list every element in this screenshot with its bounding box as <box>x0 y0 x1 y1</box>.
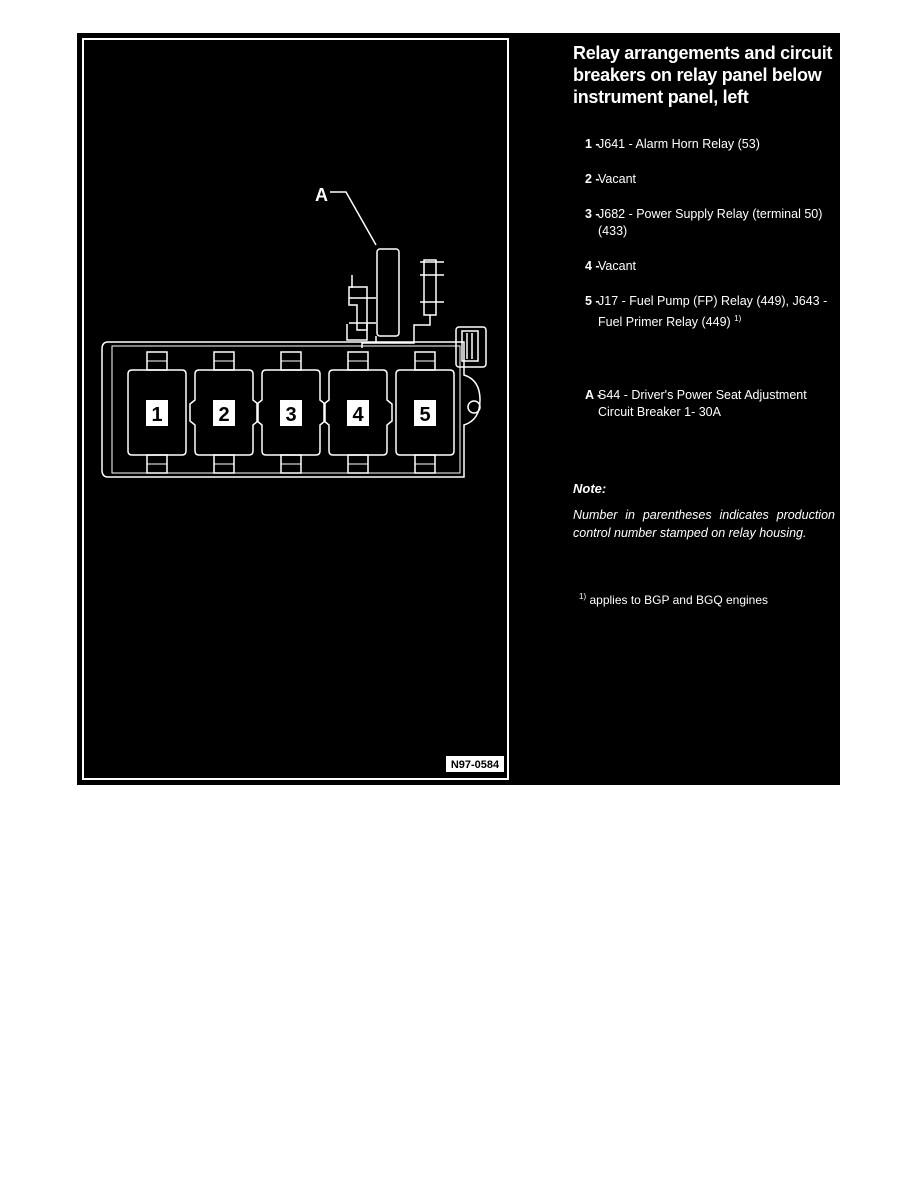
circuit-breaker-a <box>377 249 399 336</box>
figure-code: N97-0584 <box>445 755 505 773</box>
relay-panel-drawing <box>82 38 509 780</box>
legend-text: Vacant <box>598 259 636 273</box>
callout-leader-line <box>330 192 376 245</box>
legend-key: 3 - <box>585 207 600 221</box>
figure-panel <box>77 33 840 785</box>
legend-item-4 <box>573 258 835 275</box>
legend-text: J641 - Alarm Horn Relay (53) <box>598 137 760 151</box>
legend-key: 5 - <box>585 294 600 308</box>
note-text: Number in parentheses indicates production control number stamped on relay housing. <box>573 508 835 541</box>
relay-3 <box>257 352 325 473</box>
callout-label-a: A <box>315 185 328 205</box>
relay-2 <box>190 352 258 473</box>
legend-key: 1 - <box>585 137 600 151</box>
relay-number-label: 3 <box>285 404 297 426</box>
relay-number-label: 4 <box>352 404 364 426</box>
legend-text: Vacant <box>598 172 636 186</box>
relay-number-label: 1 <box>151 404 163 426</box>
legend-key: 2 - <box>585 172 600 186</box>
relay-4 <box>324 352 392 473</box>
legend-title-line: instrument panel, left <box>573 87 749 107</box>
legend-title-line: Relay arrangements and circuit <box>573 43 833 63</box>
relay-5 <box>396 352 454 473</box>
legend-key: A - <box>585 388 602 403</box>
legend-key: 4 - <box>585 259 600 273</box>
relay-number-label: 5 <box>419 404 431 426</box>
legend-item-5 <box>573 293 835 331</box>
legend-item-1 <box>573 136 835 153</box>
legend-title <box>573 42 835 108</box>
legend-text: J682 - Power Supply Relay (terminal 50) (433) <box>598 207 823 238</box>
legend-text: J17 - Fuel Pump (FP) Relay (449), J643 - Fuel Primer Relay (449) <box>598 294 828 330</box>
legend-item-3 <box>573 206 835 240</box>
legend-item-a <box>573 387 835 421</box>
relay-1 <box>128 352 186 473</box>
legend-title-line: breakers on relay panel below <box>573 65 822 85</box>
footnote <box>579 592 835 607</box>
relay-panel-illustration <box>84 40 507 778</box>
footnote-mark: 1) <box>579 592 587 602</box>
legend-text: S44 - Driver's Power Seat Adjustment Circuit Breaker 1- 30A <box>598 388 807 420</box>
footnote-ref: 1) <box>734 314 742 323</box>
footnote-text: applies to BGP and BGQ engines <box>589 593 769 608</box>
note-heading: Note: <box>573 481 607 497</box>
legend <box>573 42 835 607</box>
relay-number-label: 2 <box>218 404 230 426</box>
legend-item-2 <box>573 171 835 188</box>
